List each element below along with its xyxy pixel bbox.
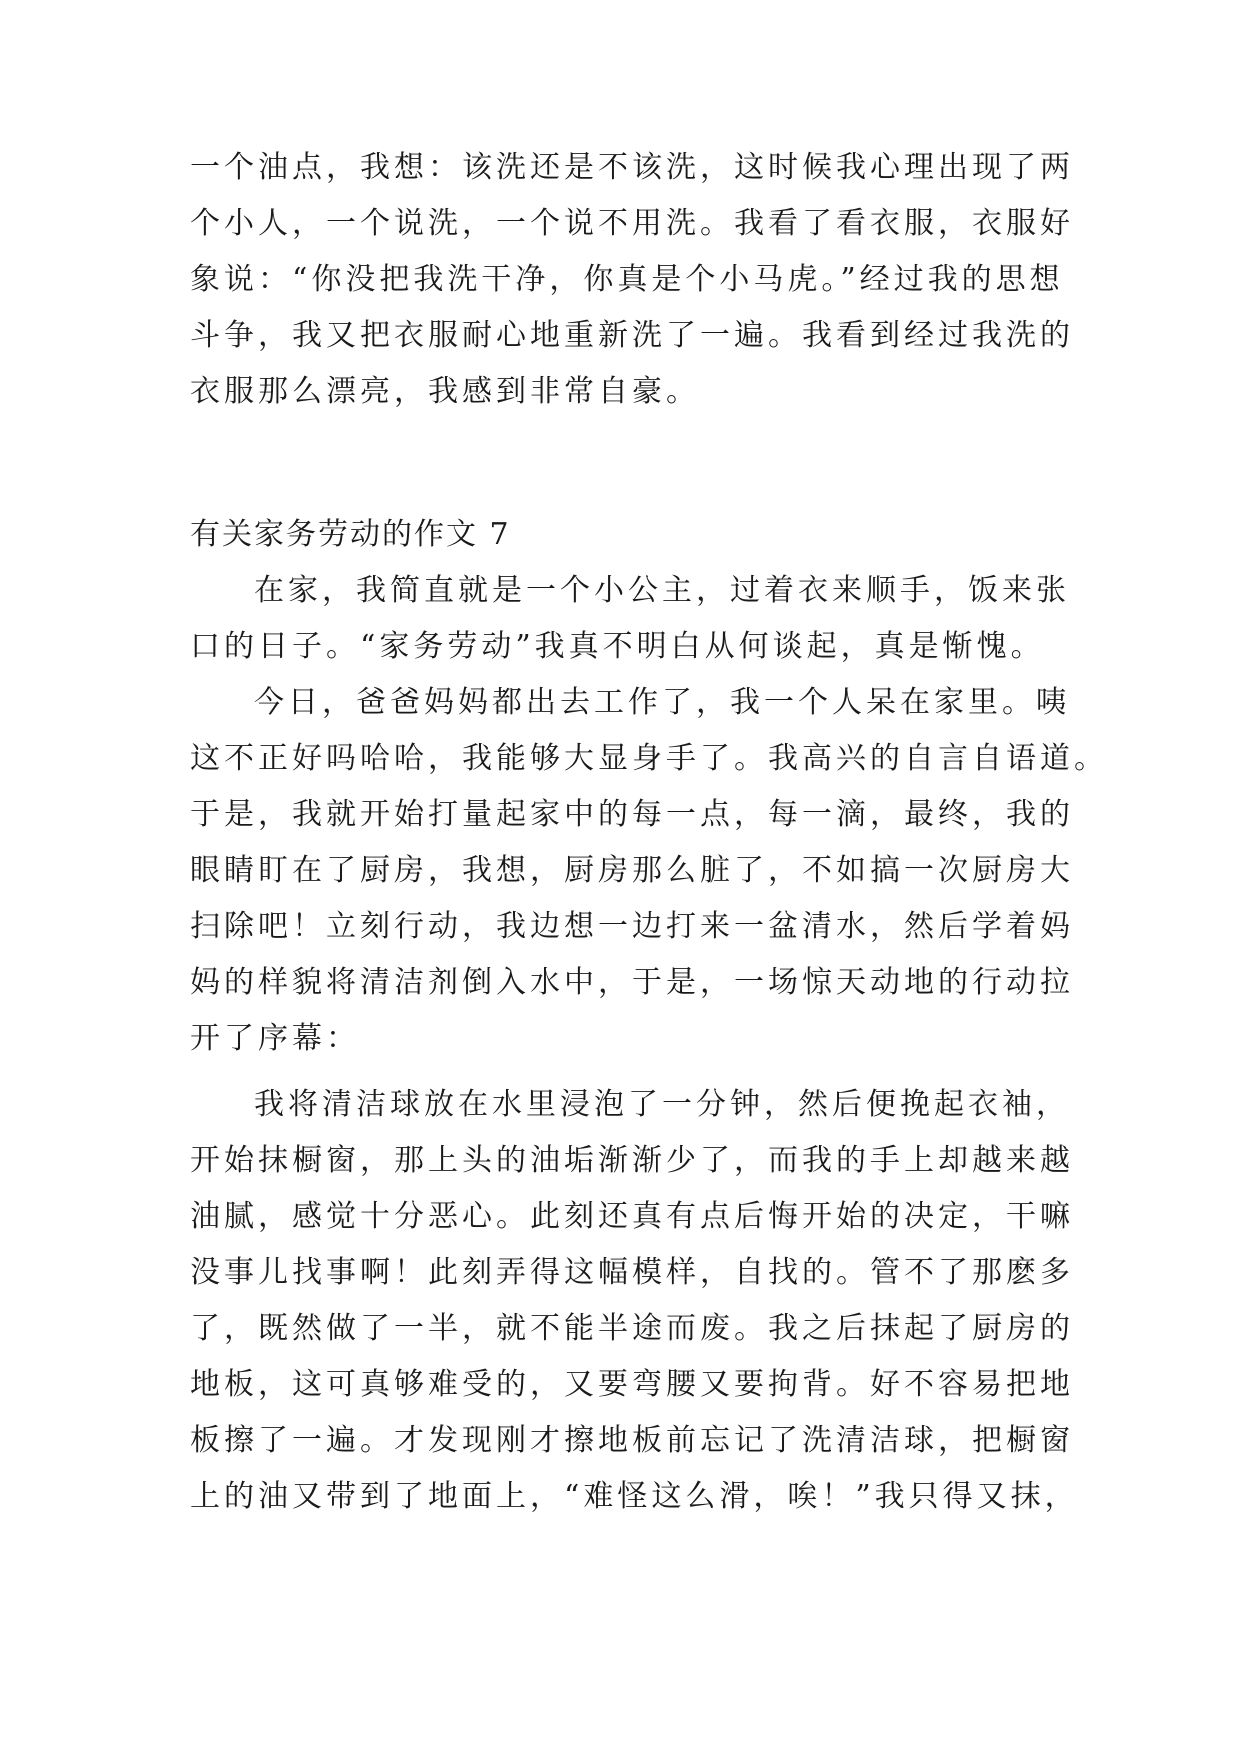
text-line: 开始抹橱窗，那上头的油垢渐渐少了，而我的手上却越来越 <box>190 1143 1074 1178</box>
text-line: 眼睛盯在了厨房，我想，厨房那么脏了，不如搞一次厨房大 <box>190 853 1074 888</box>
text-line: 这不正好吗哈哈，我能够大显身手了。我高兴的自言自语道。 <box>190 741 1108 776</box>
text-line: 我将清洁球放在水里浸泡了一分钟，然后便挽起衣袖， <box>254 1087 1070 1122</box>
text-line: 地板，这可真够难受的，又要弯腰又要拘背。好不容易把地 <box>190 1367 1074 1402</box>
text-line: 个小人，一个说洗，一个说不用洗。我看了看衣服，衣服好 <box>190 206 1074 241</box>
text-line: 斗争，我又把衣服耐心地重新洗了一遍。我看到经过我洗的 <box>190 318 1074 353</box>
text-line: 板擦了一遍。才发现刚才擦地板前忘记了洗清洁球，把橱窗 <box>190 1423 1074 1458</box>
text-line: 象说：“你没把我洗干净，你真是个小马虎。”经过我的思想 <box>190 262 1064 297</box>
text-line: 妈的样貌将清洁剂倒入水中，于是，一场惊天动地的行动拉 <box>190 965 1074 1000</box>
text-line: 口的日子。“家务劳动”我真不明白从何谈起，真是惭愧。 <box>190 629 1045 664</box>
text-line: 于是，我就开始打量起家中的每一点，每一滴，最终，我的 <box>190 797 1074 832</box>
text-line: 在家，我简直就是一个小公主，过着衣来顺手，饭来张 <box>254 573 1070 608</box>
text-line: 衣服那么漂亮，我感到非常自豪。 <box>190 374 700 409</box>
text-line: 开了序幕： <box>190 1021 360 1056</box>
text-line: 了，既然做了一半，就不能半途而废。我之后抹起了厨房的 <box>190 1311 1074 1346</box>
text-line: 油腻，感觉十分恶心。此刻还真有点后悔开始的决定，干嘛 <box>190 1199 1074 1234</box>
text-line: 扫除吧！立刻行动，我边想一边打来一盆清水，然后学着妈 <box>190 909 1074 944</box>
text-line: 一个油点，我想：该洗还是不该洗，这时候我心理出现了两 <box>190 150 1074 185</box>
section-title: 有关家务劳动的作文 7 <box>190 517 511 552</box>
text-line: 今日，爸爸妈妈都出去工作了，我一个人呆在家里。咦 <box>254 685 1070 720</box>
text-line: 上的油又带到了地面上，“难怪这么滑，唉！”我只得又抹， <box>190 1479 1079 1514</box>
text-line: 没事儿找事啊！此刻弄得这幅模样，自找的。管不了那麽多 <box>190 1255 1074 1290</box>
